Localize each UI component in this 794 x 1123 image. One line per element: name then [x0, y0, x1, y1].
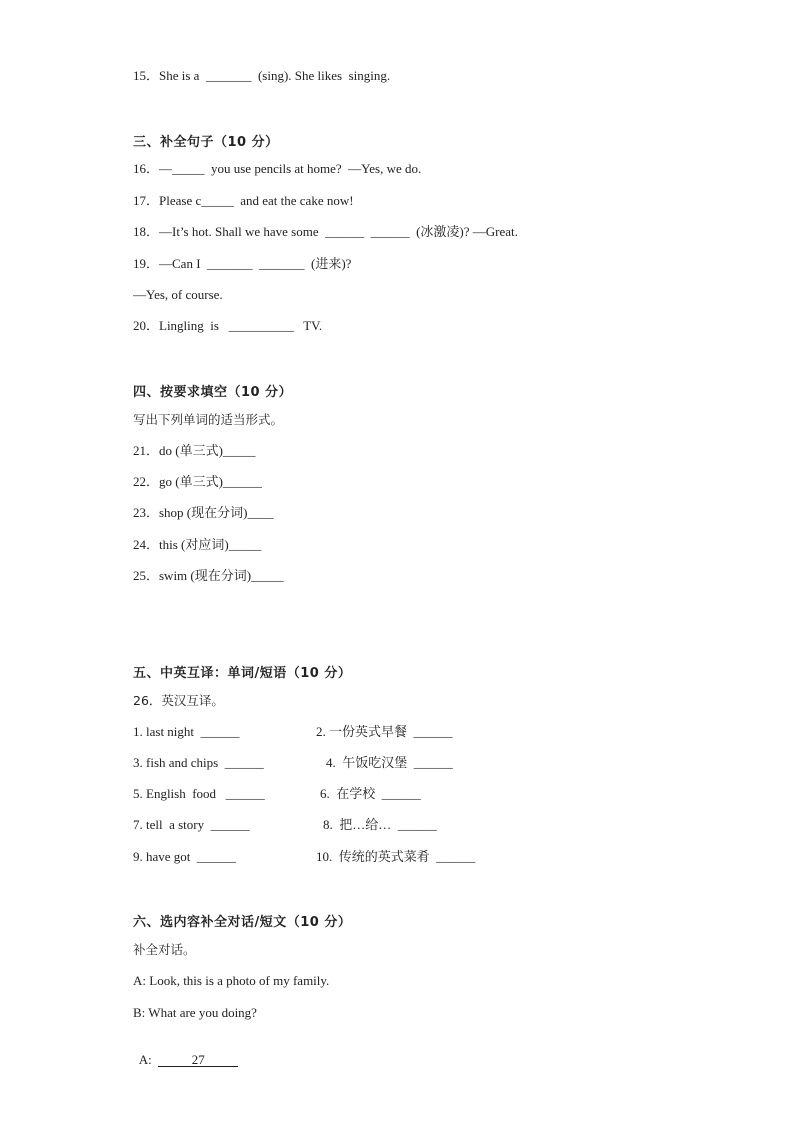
- section-5-title: 五、中英互译：单词/短语（10 分）: [133, 666, 352, 681]
- section-3-title: 三、补全句子（10 分）: [133, 135, 279, 150]
- dialogue-line-a1: A: Look, this is a photo of my family.: [133, 973, 330, 988]
- section-4-instruction: 写出下列单词的适当形式。: [133, 412, 284, 427]
- question-23: 23．shop (现在分词)____: [133, 505, 274, 520]
- translation-item-2: 2. 一份英式早餐 ______: [316, 724, 453, 739]
- question-17: 17．Please c_____ and eat the cake now!: [133, 193, 354, 208]
- question-21: 21．do (单三式)_____: [133, 443, 256, 458]
- dialogue-line-a2: [133, 1036, 238, 1068]
- section-6-instruction: 补全对话。: [133, 942, 196, 957]
- translation-item-10: 10. 传统的英式菜肴 ______: [316, 849, 476, 864]
- question-19-answer: —Yes, of course.: [133, 287, 223, 302]
- translation-item-5: 5. English food ______: [133, 786, 265, 801]
- translation-item-4: 4. 午饭吃汉堡 ______: [326, 755, 453, 770]
- dialogue-speaker-a: A:: [138, 1052, 159, 1067]
- translation-item-3: 3. fish and chips ______: [133, 755, 264, 770]
- question-16: 16．—_____ you use pencils at home? —Yes, we do.: [133, 161, 422, 176]
- question-18: 18．—It’s hot. Shall we have some ______ ______ (冰激凌)? —Great.: [133, 224, 518, 239]
- question-25: 25．swim (现在分词)_____: [133, 568, 284, 583]
- question-19: 19．—Can I _______ _______ (进来)?: [133, 256, 352, 271]
- translation-item-7: 7. tell a story ______: [133, 817, 250, 832]
- translation-item-9: 9. have got ______: [133, 849, 236, 864]
- section-4-title: 四、按要求填空（10 分）: [133, 385, 293, 400]
- question-24: 24．this (对应词)_____: [133, 537, 262, 552]
- dialogue-line-b1: B: What are you doing?: [133, 1005, 257, 1020]
- section-6-title: 六、选内容补全对话/短文（10 分）: [133, 915, 352, 930]
- question-22: 22．go (单三式)______: [133, 474, 262, 489]
- question-20: 20．Lingling is __________ TV.: [133, 318, 323, 333]
- translation-item-6: 6. 在学校 ______: [320, 786, 421, 801]
- translation-item-8: 8. 把…给… ______: [323, 817, 437, 832]
- question-26: 26．英汉互译。: [133, 693, 224, 708]
- translation-item-1: 1. last night ______: [133, 724, 240, 739]
- answer-blank-27[interactable]: 27: [158, 1053, 238, 1067]
- question-15: 15．She is a _______ (sing). She likes singing.: [133, 68, 391, 83]
